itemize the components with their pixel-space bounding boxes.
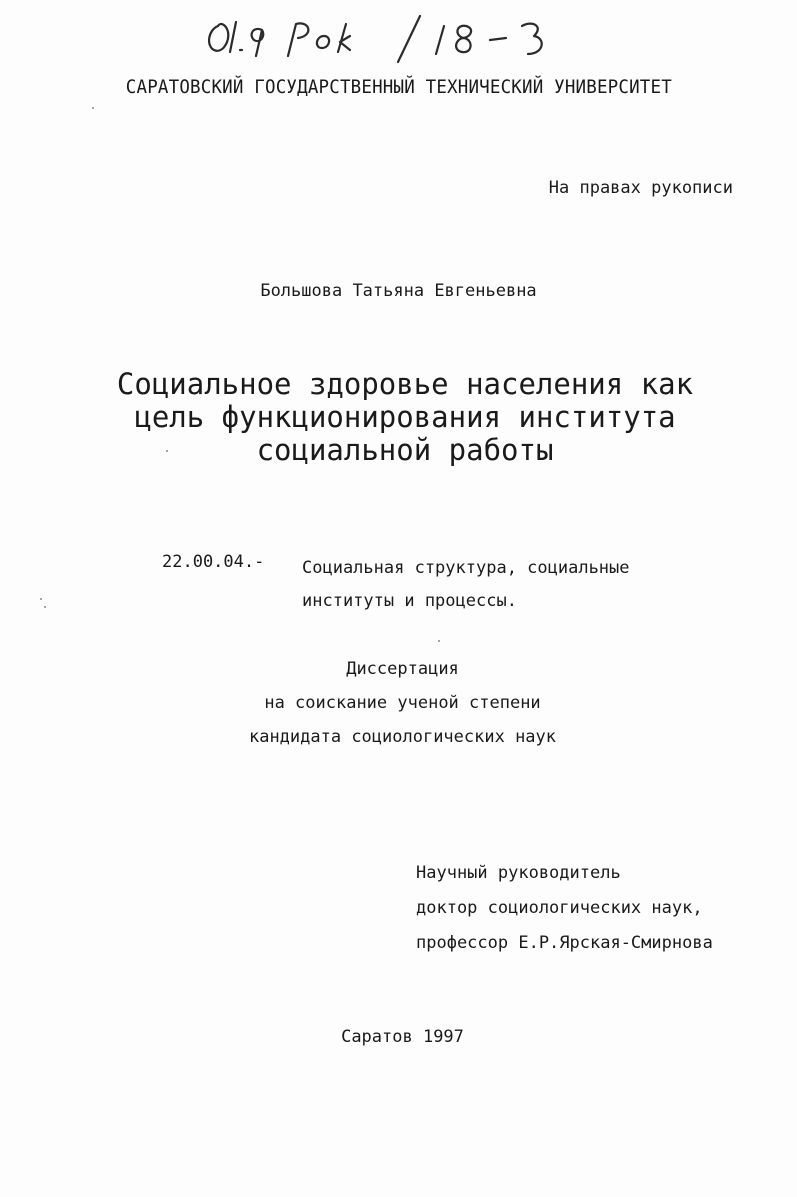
scan-speck <box>40 598 42 600</box>
title-line: Социальное здоровье населения как <box>116 367 694 401</box>
scan-speck <box>44 606 46 608</box>
specialty-name <box>302 552 630 618</box>
title-line: цель функционирования института <box>134 400 676 434</box>
specialty-name-line: Социальная структура, социальные <box>302 558 630 578</box>
title-line: социальной работы <box>256 433 554 467</box>
city-and-year: Саратов 1997 <box>341 1027 464 1047</box>
manuscript-rights-note: На правах рукописи <box>548 178 733 198</box>
scan-speck <box>92 107 94 109</box>
degree-line: на соискание ученой степени <box>264 693 541 713</box>
supervisor-line: доктор социологических наук, <box>416 898 703 918</box>
handwritten-archive-number <box>200 6 580 66</box>
specialty-name-line: институты и процессы. <box>302 591 517 611</box>
degree-statement <box>0 652 797 754</box>
university-name: САРАТОВСКИЙ ГОСУДАРСТВЕННЫЙ ТЕХНИЧЕСКИЙ УНИВЕРСИТЕТ <box>125 76 672 98</box>
supervisor-line: Научный руководитель <box>416 863 621 883</box>
scientific-supervisor <box>416 856 713 961</box>
degree-line: кандидата социологических наук <box>248 727 557 747</box>
supervisor-line: профессор Е.Р.Ярская-Смирнова <box>416 933 713 953</box>
specialty-code: 22.00.04.- <box>162 552 265 572</box>
scan-speck <box>438 640 440 642</box>
author-name: Большова Татьяна Евгеньевна <box>260 281 537 301</box>
degree-line: Диссертация <box>346 659 459 679</box>
scan-speck <box>166 450 168 452</box>
dissertation-title <box>40 368 770 467</box>
